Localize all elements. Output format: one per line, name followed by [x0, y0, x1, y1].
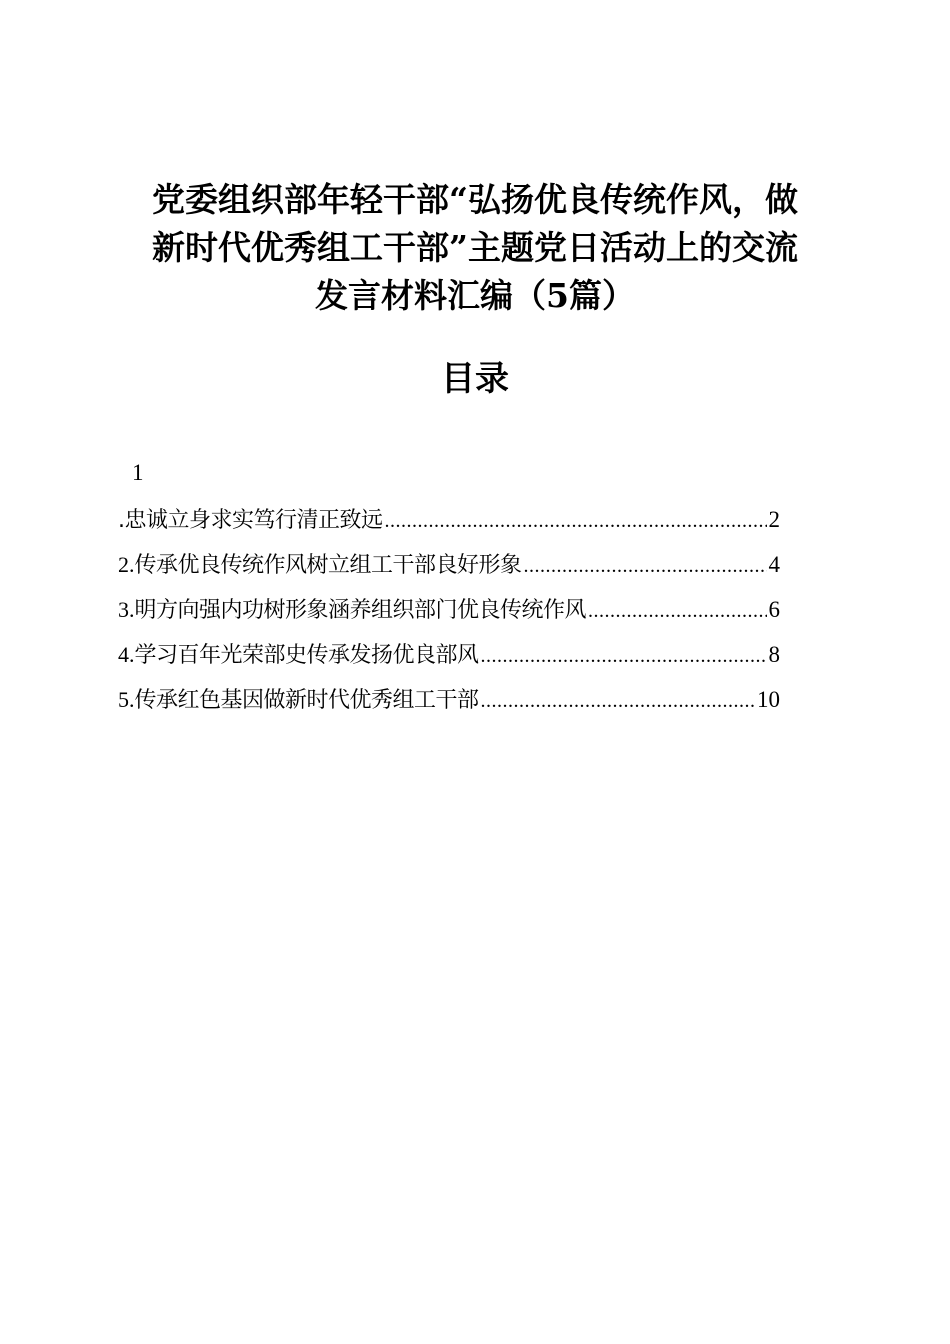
- toc-entry-number: 4.: [118, 642, 135, 667]
- toc-entry-page: 6: [768, 597, 780, 622]
- toc-entry-page: 8: [768, 642, 780, 667]
- toc-dot-leader: [481, 634, 767, 679]
- toc-entry-number: 3.: [118, 597, 135, 622]
- table-of-contents: [118, 497, 780, 722]
- toc-entry-title: 学习百年光荣部史传承发扬优良部风: [134, 643, 479, 668]
- toc-dot-leader: [385, 499, 767, 544]
- toc-entry-page: 10: [757, 687, 780, 712]
- toc-entry-title: .忠诚立身求实笃行清正致远: [118, 508, 383, 533]
- toc-entry-2[interactable]: [118, 542, 780, 587]
- toc-entry-title: 明方向强内功树形象涵养组织部门优良传统作风: [134, 598, 587, 623]
- toc-entry-1[interactable]: [118, 497, 780, 542]
- title-line-3: 发言材料汇编（5篇）: [315, 276, 635, 315]
- toc-entry-number: 5.: [118, 687, 135, 712]
- toc-dot-leader: [481, 679, 755, 724]
- toc-stray-number: 1: [132, 460, 144, 485]
- toc-heading: 目录: [441, 359, 509, 399]
- toc-entry-page: 2: [768, 507, 780, 532]
- toc-entry-number: 2.: [118, 552, 135, 577]
- toc-entry-title: 传承红色基因做新时代优秀组工干部: [134, 688, 479, 713]
- toc-entry-3[interactable]: [118, 587, 780, 632]
- toc-entry-title: 传承优良传统作风树立组工干部良好形象: [134, 553, 522, 578]
- title-line-2: 新时代优秀组工干部”主题党日活动上的交流: [152, 228, 798, 267]
- title-line-1: 党委组织部年轻干部“弘扬优良传统作风，做: [152, 180, 798, 219]
- toc-entry-page: 4: [768, 552, 780, 577]
- toc-dot-leader: [524, 544, 767, 589]
- toc-entry-4[interactable]: [118, 632, 780, 677]
- toc-dot-leader: [588, 589, 766, 634]
- document-title: [100, 176, 850, 320]
- toc-entry-5[interactable]: [118, 677, 780, 722]
